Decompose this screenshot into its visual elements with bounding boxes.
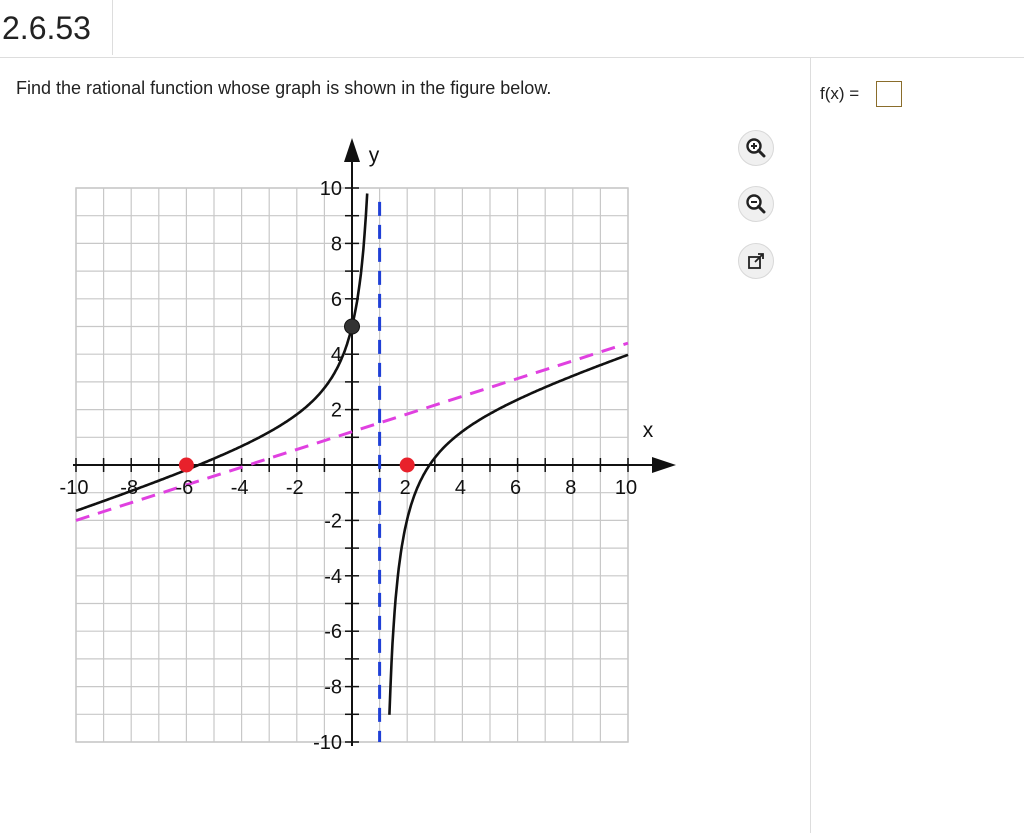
y-tick-label: -4 bbox=[324, 565, 342, 588]
x-axis-arrow bbox=[652, 457, 676, 473]
x-tick-label: 2 bbox=[399, 477, 411, 499]
y-tick-label: -8 bbox=[324, 676, 342, 699]
problem-number-cell bbox=[0, 0, 113, 55]
y-tick-label: -6 bbox=[324, 621, 342, 644]
graph-axes bbox=[73, 138, 676, 746]
zoom-in-icon bbox=[745, 137, 767, 159]
popout-button[interactable] bbox=[738, 243, 774, 279]
panel-divider bbox=[810, 58, 811, 833]
y-axis-label: y bbox=[368, 144, 380, 167]
question-prompt: Find the rational function whose graph is shown in the figure below. bbox=[16, 78, 552, 98]
y-tick-label: 10 bbox=[319, 178, 342, 200]
y-intercept-point bbox=[345, 319, 360, 334]
header-divider bbox=[0, 57, 1024, 58]
function-graph bbox=[0, 130, 700, 750]
zoom-in-button[interactable] bbox=[738, 130, 774, 166]
x-tick-label: -4 bbox=[230, 477, 249, 499]
answer-input[interactable] bbox=[876, 81, 902, 107]
y-tick-label: 6 bbox=[330, 288, 342, 311]
x-tick-label: -8 bbox=[120, 477, 139, 499]
x-intercept-point bbox=[400, 458, 415, 473]
x-tick-label: 6 bbox=[510, 477, 522, 499]
answer-label: f(x) = bbox=[820, 84, 860, 103]
x-tick-label: 8 bbox=[565, 477, 577, 499]
y-tick-label: 8 bbox=[330, 233, 342, 256]
x-axis-label: x bbox=[642, 419, 654, 442]
x-tick-label: 4 bbox=[454, 477, 466, 499]
x-tick-label: -6 bbox=[175, 477, 194, 499]
zoom-out-button[interactable] bbox=[738, 186, 774, 222]
problem-number: 2.6.53 bbox=[2, 10, 91, 46]
y-tick-label: -2 bbox=[324, 510, 342, 533]
x-tick-label: 10 bbox=[614, 477, 638, 499]
curve-left-branch bbox=[76, 194, 367, 511]
y-tick-label: 2 bbox=[330, 399, 342, 422]
curve-right-branch bbox=[389, 355, 628, 715]
zoom-out-icon bbox=[745, 193, 767, 215]
y-axis-arrow bbox=[344, 138, 360, 162]
y-tick-label: 4 bbox=[330, 344, 342, 367]
y-tick-label: -10 bbox=[313, 732, 342, 750]
x-intercept-point bbox=[179, 458, 194, 473]
x-tick-label: -2 bbox=[285, 477, 304, 499]
external-link-icon bbox=[746, 251, 766, 271]
x-tick-label: -10 bbox=[59, 477, 89, 499]
